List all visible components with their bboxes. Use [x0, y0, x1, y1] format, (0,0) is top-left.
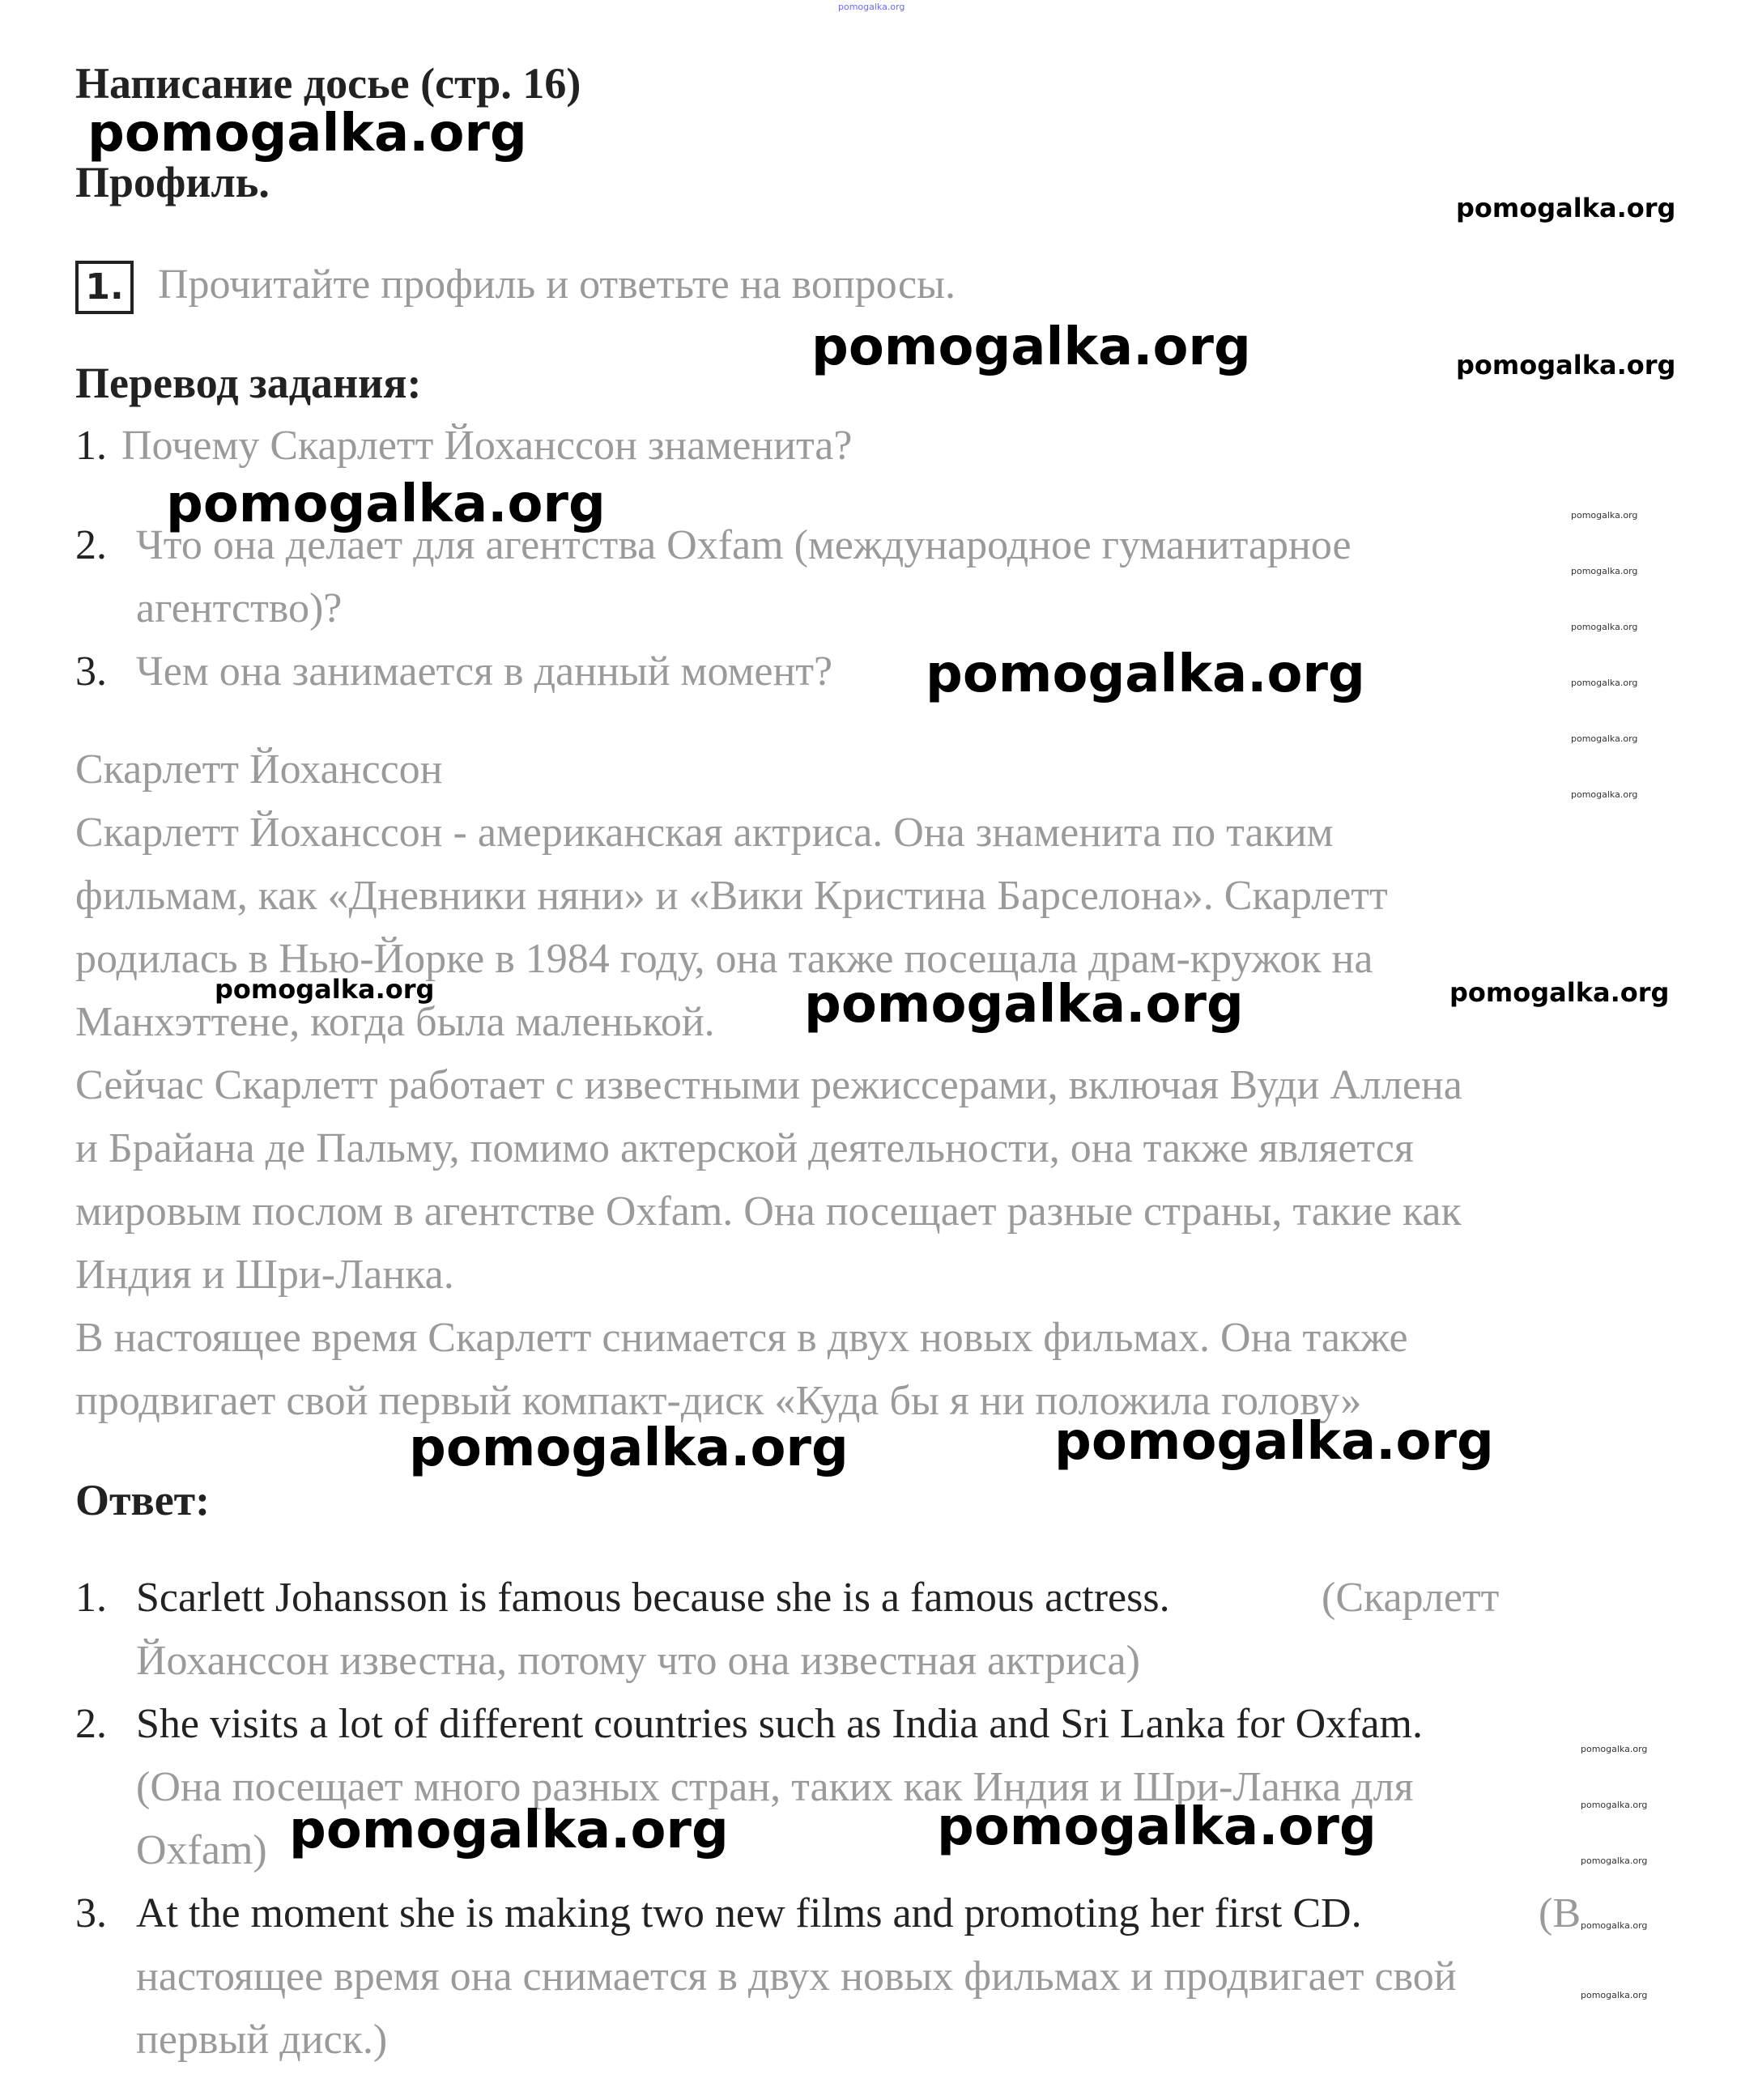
question-line: Чем она занимается в данный момент?	[136, 648, 833, 695]
answer-english: Scarlett Johansson is famous because she is a famous actress.	[136, 1575, 1170, 1621]
watermark: pomogalka.org	[1571, 566, 1638, 576]
watermark: pomogalka.org	[1571, 733, 1638, 744]
profile-line: Индия и Шри-Ланка.	[75, 1252, 454, 1298]
answer-number: 1.	[75, 1575, 107, 1621]
watermark: pomogalka.org	[1054, 1412, 1494, 1472]
answer-translation: (В	[1539, 1890, 1581, 1936]
watermark-top: pomogalka.org	[838, 2, 905, 12]
watermark: pomogalka.org	[1456, 350, 1676, 380]
watermark: pomogalka.org	[1581, 1990, 1648, 2000]
watermark: pomogalka.org	[1571, 789, 1638, 800]
page-subtitle: Профиль.	[75, 158, 270, 206]
answer-number: 2.	[75, 1701, 107, 1747]
profile-line: В настоящее время Скарлетт снимается в двух новых фильмах. Она также	[75, 1315, 1408, 1361]
profile-line: Манхэттене, когда была маленькой.	[75, 999, 715, 1045]
answer-heading: Ответ:	[75, 1476, 211, 1524]
watermark: pomogalka.org	[1449, 977, 1670, 1008]
answer-translation: первый диск.)	[136, 2017, 388, 2063]
profile-line: и Брайана де Пальму, помимо актерской деятельности, она также является	[75, 1125, 1414, 1171]
answer-translation: настоящее время она снимается в двух новых фильмах и продвигает свой	[136, 1953, 1457, 2000]
profile-line: фильмам, как «Дневники няни» и «Вики Кристина Барселона». Скарлетт	[75, 873, 1388, 919]
answer-english: She visits a lot of different countries such as India and Sri Lanka for Oxfam.	[136, 1701, 1423, 1747]
answer-translation: Oxfam)	[136, 1827, 267, 1873]
exercise-instruction: Прочитайте профиль и ответьте на вопросы.	[158, 261, 956, 308]
watermark: pomogalka.org	[409, 1418, 849, 1478]
question-line: агентство)?	[136, 585, 343, 631]
watermark: pomogalka.org	[289, 1800, 729, 1860]
watermark: pomogalka.org	[1571, 510, 1638, 521]
answer-english: At the moment she is making two new films and promoting her first CD.	[136, 1890, 1362, 1936]
watermark: pomogalka.org	[1581, 1744, 1648, 1754]
question-number: 3.	[75, 648, 107, 695]
profile-line: Скарлетт Йоханссон	[75, 746, 443, 793]
answer-translation: (Скарлетт	[1322, 1575, 1500, 1621]
watermark: pomogalka.org	[1571, 678, 1638, 688]
profile-line: продвигает свой первый компакт-диск «Куда бы я ни положила голову»	[75, 1378, 1362, 1424]
watermark: pomogalka.org	[811, 317, 1251, 377]
watermark: pomogalka.org	[1456, 193, 1676, 223]
translation-heading: Перевод задания:	[75, 359, 422, 407]
question-line: Почему Скарлетт Йоханссон знаменита?	[121, 423, 853, 469]
watermark: pomogalka.org	[1581, 1856, 1648, 1866]
watermark: pomogalka.org	[215, 974, 435, 1005]
exercise-number-box: 1.	[75, 261, 134, 314]
watermark: pomogalka.org	[1571, 622, 1638, 632]
page-title: Написание досье (стр. 16)	[75, 59, 581, 108]
question-line: Что она делает для агентства Oxfam (международное гуманитарное	[136, 522, 1351, 568]
profile-line: родилась в Нью-Йорке в 1984 году, она также посещала драм-кружок на	[75, 936, 1373, 982]
watermark: pomogalka.org	[166, 474, 606, 534]
answer-number: 3.	[75, 1890, 107, 1936]
watermark: pomogalka.org	[87, 104, 527, 164]
question-number: 1.	[75, 423, 107, 469]
profile-line: Сейчас Скарлетт работает с известными режиссерами, включая Вуди Аллена	[75, 1062, 1462, 1108]
answer-translation: (Она посещает много разных стран, таких как Индия и Шри-Ланка для	[136, 1764, 1414, 1810]
watermark: pomogalka.org	[1581, 1800, 1648, 1810]
profile-line: мировым послом в агентстве Oxfam. Она посещает разные страны, такие как	[75, 1188, 1462, 1235]
profile-line: Скарлетт Йоханссон - американская актриса. Она знаменита по таким	[75, 810, 1334, 856]
watermark: pomogalka.org	[937, 1797, 1377, 1857]
watermark: pomogalka.org	[804, 975, 1244, 1035]
watermark: pomogalka.org	[1581, 1920, 1648, 1931]
question-number: 2.	[75, 522, 107, 568]
answer-translation: Йоханссон известна, потому что она известная актриса)	[136, 1638, 1140, 1684]
watermark: pomogalka.org	[926, 644, 1365, 704]
